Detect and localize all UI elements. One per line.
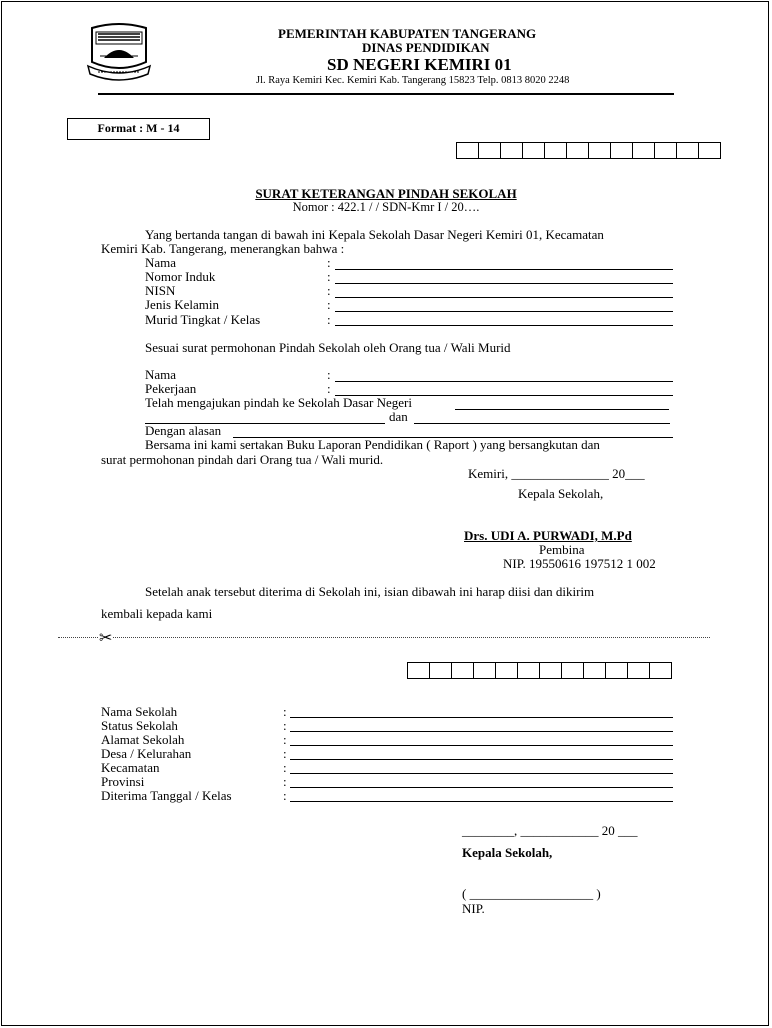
field-label: Nama [145, 255, 177, 270]
letter-number: Nomor : 422.1 / / SDN-Kmr I / 20…. [292, 200, 480, 214]
field-colon: : [327, 381, 331, 396]
letterhead-rule [98, 93, 674, 95]
receipt-date: ________, ____________ 20 ___ [462, 823, 638, 838]
letter-title: SURAT KETERANGAN PINDAH SEKOLAH [255, 186, 517, 201]
field-colon: : [283, 746, 287, 761]
dan-text: dan [389, 409, 408, 424]
intro-line-2: Kemiri Kab. Tangerang, menerangkan bahwa : [101, 241, 345, 256]
attach-line-2: surat permohonan pindah dari Orang tua / Wali murid. [101, 452, 384, 467]
field-blank [335, 381, 673, 382]
receipt-field-label: Provinsi [101, 774, 145, 789]
student-number-boxes [456, 142, 721, 159]
field-colon: : [327, 297, 331, 312]
field-blank [414, 423, 670, 424]
return-line-1: Setelah anak tersebut diterima di Sekolah ini, isian dibawah ini harap diisi dan dikirim [145, 584, 595, 599]
field-blank [290, 745, 673, 746]
field-blank [335, 311, 673, 312]
letterhead-school-name: SD NEGERI KEMIRI 01 [327, 55, 512, 74]
intro-line-1: Yang bertanda tangan di bawah ini Kepala Sekolah Dasar Negeri Kemiri 01, Kecamatan [145, 227, 604, 242]
receipt-field-label: Status Sekolah [101, 718, 178, 733]
scissors-icon: ✂ [99, 628, 113, 647]
field-colon: : [327, 367, 331, 382]
field-label: NISN [145, 283, 176, 298]
request-text: Sesuai surat permohonan Pindah Sekolah oleh Orang tua / Wali Murid [145, 340, 511, 355]
field-colon: : [283, 718, 287, 733]
signer-rank: Pembina [539, 542, 585, 557]
field-blank [290, 773, 673, 774]
receipt-number-boxes [407, 662, 672, 679]
receipt-signer-name: ( ___________________ ) [462, 886, 601, 901]
field-colon: : [327, 255, 331, 270]
field-colon: : [283, 788, 287, 803]
receipt-signer-nip: NIP. [462, 901, 485, 916]
receipt-field-label: Kecamatan [101, 760, 160, 775]
field-blank [290, 787, 673, 788]
receipt-field-label: Diterima Tanggal / Kelas [101, 788, 232, 803]
field-colon: : [283, 774, 287, 789]
field-colon: : [327, 269, 331, 284]
parent-field-label: Nama [145, 367, 177, 382]
field-label: Nomor Induk [145, 269, 216, 284]
signer-title: Kepala Sekolah, [518, 486, 604, 501]
field-blank [335, 269, 673, 270]
receipt-signer-title: Kepala Sekolah, [462, 845, 553, 860]
field-blank [335, 297, 673, 298]
field-colon: : [283, 732, 287, 747]
field-blank [290, 731, 673, 732]
receipt-field-label: Nama Sekolah [101, 704, 178, 719]
field-blank [335, 325, 673, 326]
field-blank [290, 759, 673, 760]
field-blank [455, 409, 669, 410]
field-colon: : [327, 312, 331, 327]
pindah-text: Telah mengajukan pindah ke Sekolah Dasar Negeri [145, 395, 412, 410]
letterhead-line1: PEMERINTAH KABUPATEN TANGERANG [278, 26, 537, 41]
field-colon: : [327, 283, 331, 298]
letterhead-address: Jl. Raya Kemiri Kec. Kemiri Kab. Tangerang 15823 Telp. 0813 8020 2248 [256, 75, 570, 86]
regency-seal-logo [84, 22, 154, 90]
return-line-2: kembali kepada kami [101, 606, 213, 621]
field-blank [290, 801, 673, 802]
format-label [67, 118, 210, 140]
field-label: Jenis Kelamin [145, 297, 220, 312]
signer-name: Drs. UDI A. PURWADI, M.Pd [464, 528, 632, 543]
attach-line-1: Bersama ini kami sertakan Buku Laporan Pendidikan ( Raport ) yang bersangkutan dan [145, 437, 600, 452]
alasan-text: Dengan alasan [145, 423, 222, 438]
signer-nip: NIP. 19550616 197512 1 002 [503, 556, 656, 571]
parent-field-label: Pekerjaan [145, 381, 197, 396]
format-label-text: Format : M - 14 [97, 121, 180, 135]
field-colon: : [283, 704, 287, 719]
place-date: Kemiri, _______________ 20___ [468, 466, 645, 481]
receipt-field-label: Desa / Kelurahan [101, 746, 192, 761]
field-label: Murid Tingkat / Kelas [145, 312, 261, 327]
field-blank [290, 717, 673, 718]
receipt-field-label: Alamat Sekolah [101, 732, 185, 747]
field-blank [335, 283, 673, 284]
cut-line [58, 637, 710, 638]
letterhead-line2: DINAS PENDIDIKAN [362, 40, 490, 55]
field-colon: : [283, 760, 287, 775]
